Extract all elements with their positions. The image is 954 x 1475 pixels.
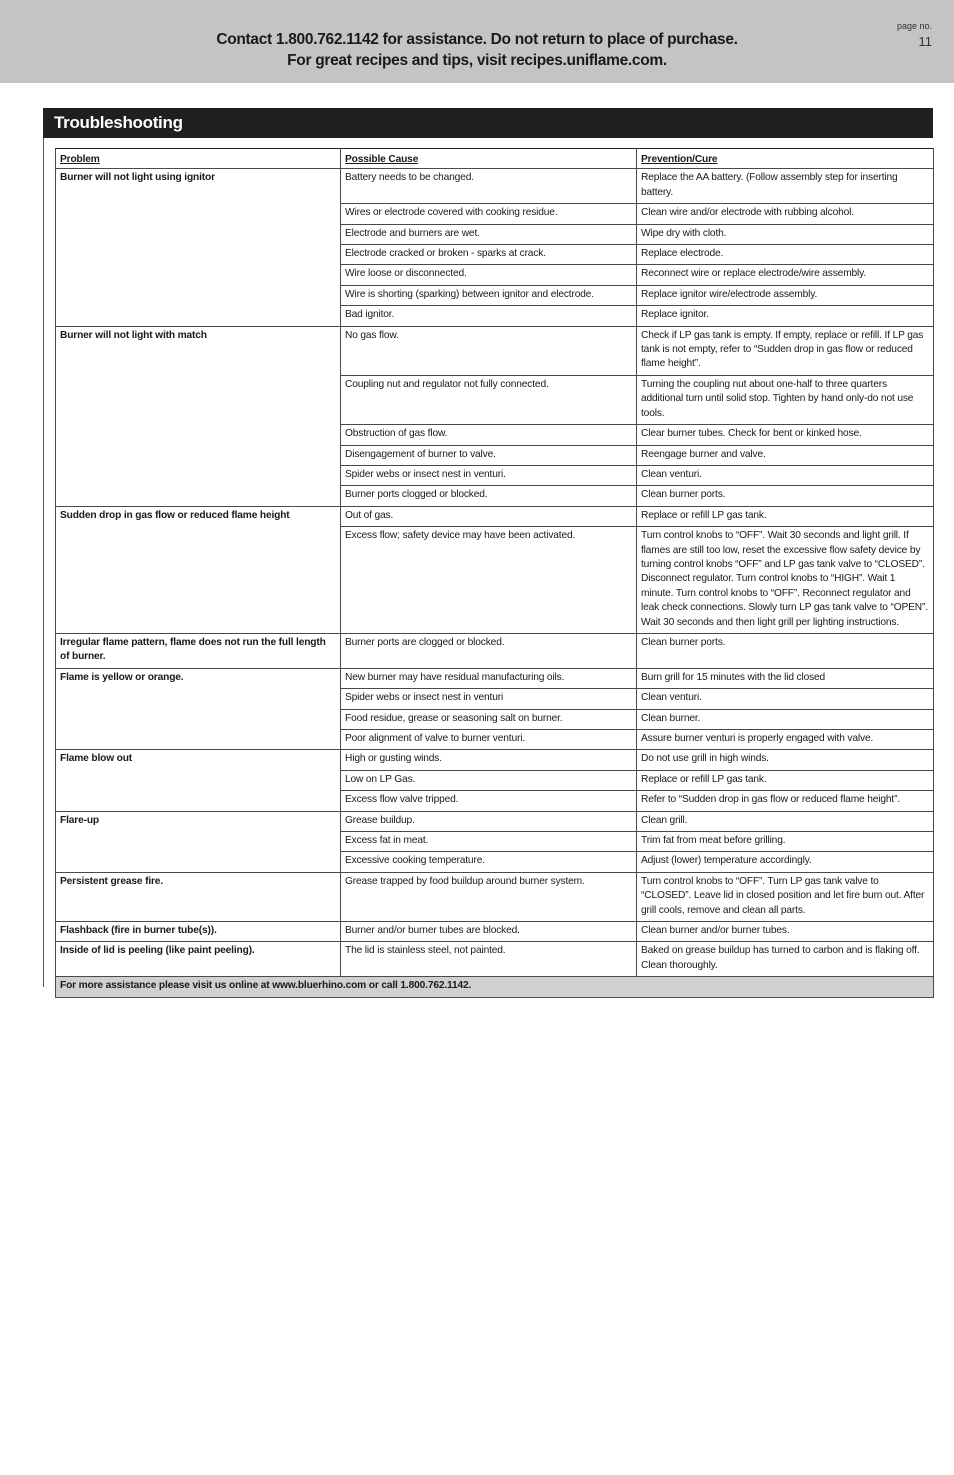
cause-cell: Spider webs or insect nest in venturi. <box>341 465 637 485</box>
problem-cell: Flame blow out <box>56 750 341 811</box>
cure-cell: Clean burner and/or burner tubes. <box>637 922 934 942</box>
section-title: Troubleshooting <box>54 113 183 132</box>
troubleshooting-table <box>55 148 934 998</box>
section-header-bar <box>43 108 933 138</box>
cure-cell: Wipe dry with cloth. <box>637 224 934 244</box>
cause-cell: Grease buildup. <box>341 811 637 831</box>
problem-cell: Burner will not light using ignitor <box>56 169 341 326</box>
cause-cell: Coupling nut and regulator not fully connected. <box>341 375 637 424</box>
cure-cell: Turning the coupling nut about one-half to three quarters additional turn until solid stop. Tighten by hand only-do not use tools. <box>637 375 934 424</box>
table-row <box>56 942 934 977</box>
assistance-footer: For more assistance please visit us online at www.bluerhino.com or call 1.800.762.1142. <box>56 977 934 997</box>
problem-cell: Irregular flame pattern, flame does not run the full length of burner. <box>56 633 341 668</box>
cure-cell: Turn control knobs to “OFF”. Wait 30 seconds and light grill. If flames are still too low, reset the excessive flow safety device by turning control knobs “OFF” and LP gas tank valve to “CLOSED”. Disconnect regulator. Turn control knobs to “HIGH”. Wait 1 minute. Turn control knobs to “OFF”. Reconnect regulator and leak check connections. Slowly turn LP gas tank valve to “OPEN”. Wait 30 seconds and then light grill per lighting instructions. <box>637 527 934 634</box>
cause-cell: Burner ports are clogged or blocked. <box>341 633 637 668</box>
cause-cell: Excess flow valve tripped. <box>341 791 637 811</box>
cause-cell: The lid is stainless steel, not painted. <box>341 942 637 977</box>
problem-cell: Flare-up <box>56 811 341 872</box>
table-footer-row <box>56 977 934 997</box>
cure-cell: Replace or refill LP gas tank. <box>637 770 934 790</box>
table-header-row <box>56 149 934 169</box>
cure-cell: Replace electrode. <box>637 245 934 265</box>
column-header-problem: Problem <box>56 149 341 169</box>
problem-cell: Persistent grease fire. <box>56 872 341 921</box>
cure-cell: Adjust (lower) temperature accordingly. <box>637 852 934 872</box>
cure-cell: Check if LP gas tank is empty. If empty, replace or refill. If LP gas tank is not empty, refer to “Sudden drop in gas flow or reduced flame height”. <box>637 326 934 375</box>
cause-cell: Food residue, grease or seasoning salt on burner. <box>341 709 637 729</box>
cause-cell: Electrode and burners are wet. <box>341 224 637 244</box>
cause-cell: Bad ignitor. <box>341 306 637 326</box>
cause-cell: Burner and/or burner tubes are blocked. <box>341 922 637 942</box>
cause-cell: Wire loose or disconnected. <box>341 265 637 285</box>
cure-cell: Baked on grease buildup has turned to carbon and is flaking off. Clean thoroughly. <box>637 942 934 977</box>
cure-cell: Assure burner venturi is properly engaged with valve. <box>637 730 934 750</box>
header-banner <box>0 0 954 83</box>
table-row <box>56 668 934 688</box>
cure-cell: Replace ignitor. <box>637 306 934 326</box>
cause-cell: Poor alignment of valve to burner venturi. <box>341 730 637 750</box>
table-row <box>56 872 934 921</box>
table-row <box>56 922 934 942</box>
cure-cell: Clean venturi. <box>637 689 934 709</box>
cure-cell: Clean wire and/or electrode with rubbing alcohol. <box>637 204 934 224</box>
cause-cell: Excessive cooking temperature. <box>341 852 637 872</box>
cure-cell: Turn control knobs to “OFF”. Turn LP gas tank valve to “CLOSED”. Leave lid in closed position and let fire burn out. After grill cools, remove and clean all parts. <box>637 872 934 921</box>
cure-cell: Burn grill for 15 minutes with the lid closed <box>637 668 934 688</box>
cause-cell: Battery needs to be changed. <box>341 169 637 204</box>
table-row <box>56 811 934 831</box>
problem-cell: Flashback (fire in burner tube(s)). <box>56 922 341 942</box>
recipes-line: For great recipes and tips, visit recipes.uniflame.com. <box>287 52 667 69</box>
cause-cell: Excess fat in meat. <box>341 832 637 852</box>
cure-cell: Replace ignitor wire/electrode assembly. <box>637 285 934 305</box>
cure-cell: Clean grill. <box>637 811 934 831</box>
cure-cell: Reconnect wire or replace electrode/wire assembly. <box>637 265 934 285</box>
cure-cell: Trim fat from meat before grilling. <box>637 832 934 852</box>
cure-cell: Replace or refill LP gas tank. <box>637 506 934 526</box>
cause-cell: Wires or electrode covered with cooking residue. <box>341 204 637 224</box>
problem-cell: Inside of lid is peeling (like paint peeling). <box>56 942 341 977</box>
problem-cell: Sudden drop in gas flow or reduced flame height <box>56 506 341 633</box>
table-row <box>56 506 934 526</box>
cause-cell: High or gusting winds. <box>341 750 637 770</box>
column-header-cause: Possible Cause <box>341 149 637 169</box>
page-number-label: page no. <box>896 21 932 31</box>
column-header-cure: Prevention/Cure <box>637 149 934 169</box>
cause-cell: Wire is shorting (sparking) between ignitor and electrode. <box>341 285 637 305</box>
cause-cell: Obstruction of gas flow. <box>341 425 637 445</box>
cure-cell: Clear burner tubes. Check for bent or kinked hose. <box>637 425 934 445</box>
cause-cell: No gas flow. <box>341 326 637 375</box>
cure-cell: Clean burner ports. <box>637 633 934 668</box>
cause-cell: Out of gas. <box>341 506 637 526</box>
contact-line: Contact 1.800.762.1142 for assistance. Do not return to place of purchase. <box>216 31 738 48</box>
problem-cell: Burner will not light with match <box>56 326 341 506</box>
table-row <box>56 750 934 770</box>
cure-cell: Clean burner. <box>637 709 934 729</box>
cause-cell: Excess flow; safety device may have been activated. <box>341 527 637 634</box>
cure-cell: Do not use grill in high winds. <box>637 750 934 770</box>
cause-cell: Electrode cracked or broken - sparks at crack. <box>341 245 637 265</box>
cure-cell: Replace the AA battery. (Follow assembly step for inserting battery. <box>637 169 934 204</box>
cause-cell: Grease trapped by food buildup around burner system. <box>341 872 637 921</box>
table-row <box>56 169 934 204</box>
left-margin-rule <box>43 138 44 987</box>
cause-cell: Burner ports clogged or blocked. <box>341 486 637 506</box>
table-body <box>56 169 934 977</box>
cure-cell: Reengage burner and valve. <box>637 445 934 465</box>
page-number: 11 <box>918 34 932 49</box>
cure-cell: Refer to “Sudden drop in gas flow or reduced flame height”. <box>637 791 934 811</box>
table-row <box>56 633 934 668</box>
cause-cell: New burner may have residual manufacturing oils. <box>341 668 637 688</box>
cure-cell: Clean burner ports. <box>637 486 934 506</box>
cause-cell: Spider webs or insect nest in venturi <box>341 689 637 709</box>
table-row <box>56 326 934 375</box>
cause-cell: Low on LP Gas. <box>341 770 637 790</box>
problem-cell: Flame is yellow or orange. <box>56 668 341 750</box>
cause-cell: Disengagement of burner to valve. <box>341 445 637 465</box>
cure-cell: Clean venturi. <box>637 465 934 485</box>
